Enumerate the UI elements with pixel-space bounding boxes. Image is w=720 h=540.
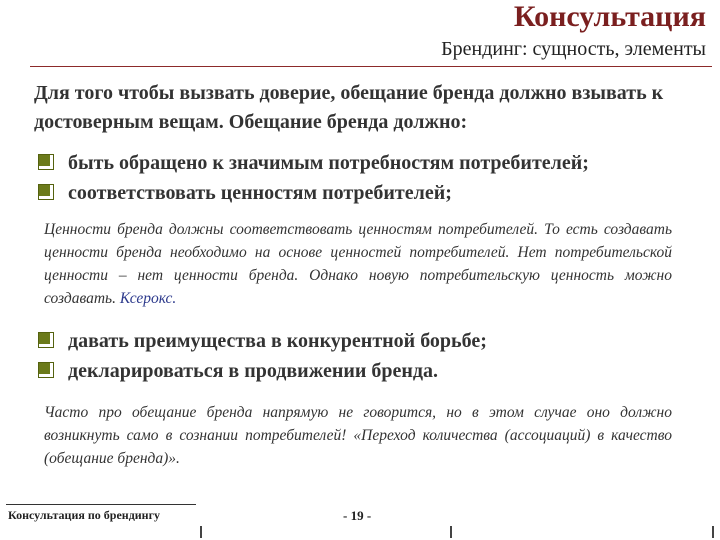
footer-tick [712, 526, 714, 538]
checkbox-bullet-icon [38, 362, 54, 378]
bullet-text: соответствовать ценностям потребителей; [68, 181, 452, 204]
footer-divider [6, 504, 196, 505]
bullet-list-1 [38, 148, 698, 208]
bullet-text: декларироваться в продвижении бренда. [68, 359, 439, 382]
page-number: - 19 - [343, 508, 372, 523]
footer-tick [450, 526, 452, 538]
checkbox-bullet-icon [38, 332, 54, 348]
bullet-list-2 [38, 326, 698, 386]
bullet-item [38, 148, 698, 178]
values-note [44, 218, 672, 310]
values-note-text: Ценности бренда должны соответствовать ценностям потребителей. То есть создавать ценности бренда необходимо на основе ценностей потребителей. Нет потребительской ценности – нет ценности бренда. Однако новую потребительскую ценность можно создавать. [44, 221, 672, 307]
bullet-item [38, 178, 698, 208]
footer-tick [200, 526, 202, 538]
bullet-text: давать преимущества в конкурентной борьбе; [68, 329, 487, 352]
bullet-item [38, 356, 698, 386]
slide-subtitle: Брендинг: сущность, элементы [441, 38, 706, 60]
slide-title: Консультация [513, 0, 706, 33]
values-note-attribution: Ксерокс. [119, 290, 177, 307]
footer-label: Консультация по брендингу [8, 508, 161, 522]
bullet-text: быть обращено к значимым потребностям потребителей; [68, 151, 589, 174]
intro-paragraph: Для того чтобы вызвать доверие, обещание бренда должно взывать к достоверным вещам. Обещание бренда должно: [34, 82, 664, 133]
bullet-item [38, 326, 698, 356]
checkbox-bullet-icon [38, 154, 54, 170]
promise-note: Часто про обещание бренда напрямую не говорится, но в этом случае оно должно возникнуть само в сознании потребителей! «Переход количества (ассоциаций) в качество (обещание бренда)». [44, 404, 672, 467]
checkbox-bullet-icon [38, 184, 54, 200]
header-divider [30, 66, 712, 67]
